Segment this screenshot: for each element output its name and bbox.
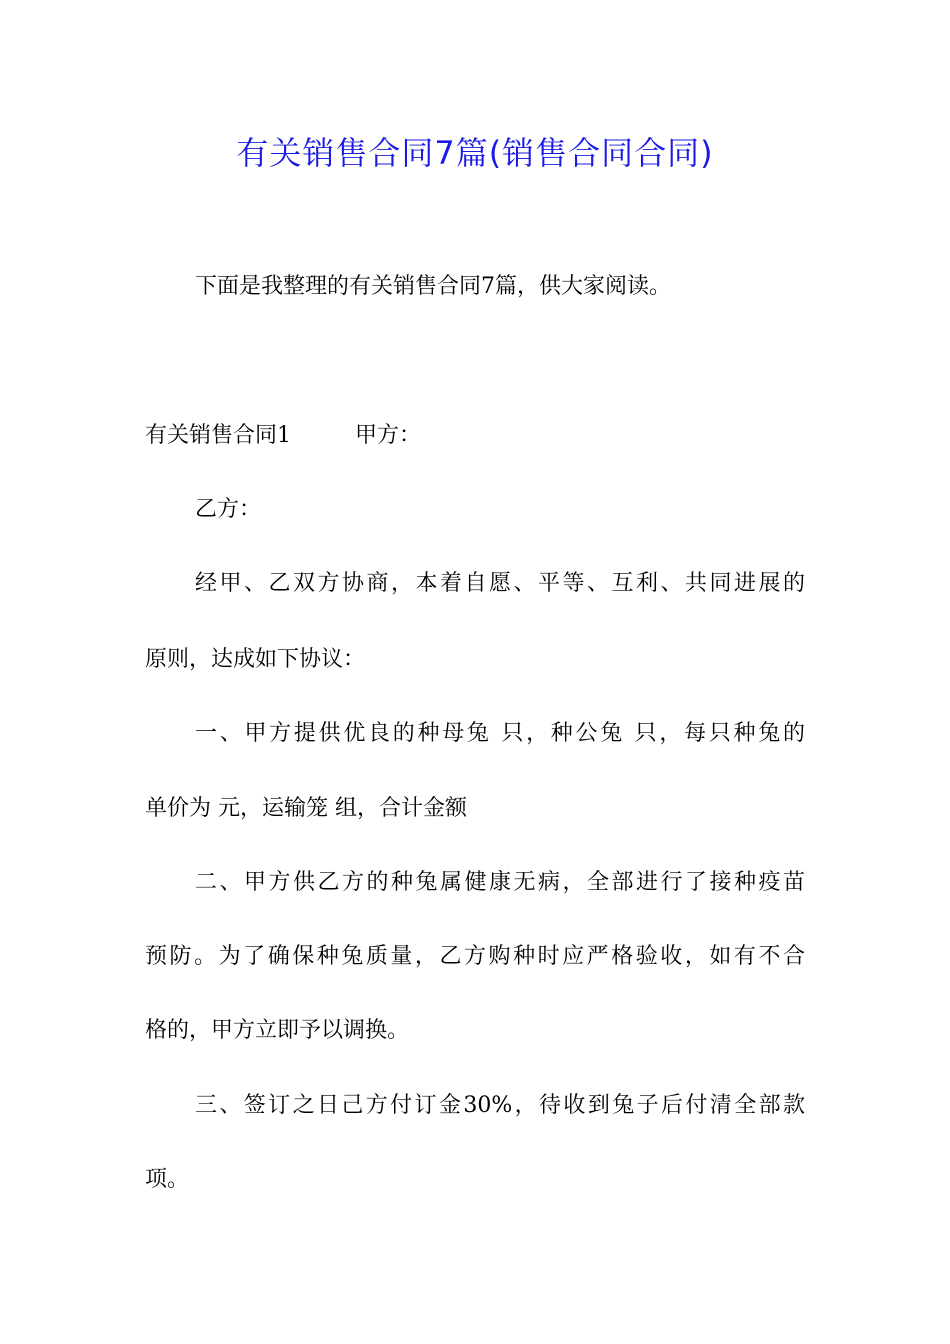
paragraph-3-line-2: 预防。为了确保种兔质量，乙方购种时应严格验收，如有不合 [145,944,805,969]
party-a-label: 甲方： [355,423,422,448]
paragraph-3-line-1: 二、甲方供乙方的种兔属健康无病，全部进行了接种疫苗 [195,870,805,895]
paragraph-1-line-2: 原则，达成如下协议： [145,647,366,672]
section-heading: 有关销售合同1 [145,423,291,448]
paragraph-3-line-3: 格的，甲方立即予以调换。 [145,1018,410,1043]
paragraph-2-line-2: 单价为 元，运输笼 组，合计金额 [145,796,467,821]
party-b-label: 乙方： [195,497,262,522]
paragraph-2-line-1: 一、甲方提供优良的种母兔 只，种公兔 只，每只种兔的 [195,721,805,746]
document-title: 有关销售合同7篇(销售合同合同) [236,134,714,172]
paragraph-1-line-1: 经甲、乙双方协商，本着自愿、平等、互利、共同进展的 [195,571,805,596]
intro-text: 下面是我整理的有关销售合同7篇，供大家阅读。 [195,274,671,299]
paragraph-4-line-2: 项。 [145,1167,190,1192]
paragraph-4-line-1: 三、签订之日己方付订金30%，待收到兔子后付清全部款 [195,1093,805,1118]
